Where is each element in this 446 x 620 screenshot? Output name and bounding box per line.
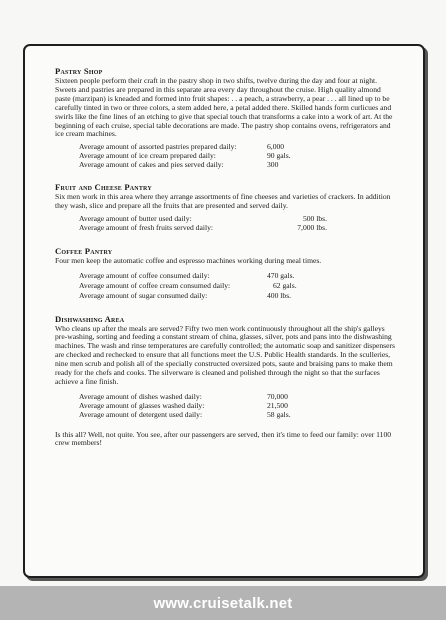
document-body xyxy=(55,66,395,448)
section-title: Dishwashing Area xyxy=(55,313,125,324)
watermark-footer-bar xyxy=(0,586,446,620)
stat-value: 6,000 xyxy=(267,142,285,152)
stat-label: Average amount of cakes and pies served daily: xyxy=(79,160,224,170)
coffee-section xyxy=(55,246,395,302)
closing-paragraph: Is this all? Well, not quite. You see, after our passengers are served, then it's time to feed our family: over 1100 crew members! xyxy=(55,429,392,448)
stat-label: Average amount of sugar consumed daily: xyxy=(79,290,208,300)
website-watermark: www.cruisetalk.net xyxy=(153,594,293,612)
stat-row xyxy=(79,224,395,233)
stat-value: 21,500 xyxy=(267,400,288,410)
stat-row xyxy=(79,292,395,302)
stat-label: Average amount of assorted pastries prepared daily: xyxy=(79,142,237,152)
stat-label: Average amount of ice cream prepared daily: xyxy=(79,151,216,161)
section-paragraph: Who cleans up after the meals are served? Fifty two men work continuously throughout all the ship's galleys pre-washing, sorting and feeding a constant stream of china, glasses, silver, pots and pans into the dishwashing machines. The wash and rinse temperatures are carefully controlled; the automatic soap and sanitizer dispensers are checked and rechecked to ensure that all functions meet the U.S. Public Health standards. In the sculleries, nine men scrub and polish all of the specially constructed oversized pots, saute and braising pans to make them ready for the chefs and cooks. The silverware is cleaned and polished through the night so that the surfaces achieve a fine finish. xyxy=(55,323,395,386)
stat-row xyxy=(79,411,395,420)
section-paragraph: Sixteen people perform their craft in the pastry shop in two shifts, twelve during the day and four at night. Sweets and pastries are prepared in this separate area every day throughout the cruise. High quality almond paste (marzipan) is kneaded and formed into fruit shapes: . . a peach, a strawberry, a pear . . . all lined up to be carefully tinted in two or three colors, a stem added here, a petal added there. Skilled hands form curlicues and swirls like the fine lines of an etching to give that special touch that transforms a cake into a work of art. At the beginning of each cruise, special table decorations are made. The pastry shop contains ovens, refrigerators and ice cream machines. xyxy=(55,76,393,139)
stats-list xyxy=(79,215,395,233)
stats-list xyxy=(79,393,395,420)
stat-label: Average amount of dishes washed daily: xyxy=(79,391,202,401)
section-title: Coffee Pantry xyxy=(55,245,113,256)
stat-row xyxy=(79,161,395,170)
stat-value: 62 gals. xyxy=(273,280,297,290)
stat-label: Average amount of coffee cream consumed daily: xyxy=(79,280,231,290)
stat-value: 470 gals. xyxy=(267,270,295,280)
stat-label: Average amount of coffee consumed daily: xyxy=(79,270,210,280)
pastry-section xyxy=(55,66,395,170)
section-paragraph: Six men work in this area where they arrange assortments of fine cheeses and varieties of crackers. In addition they wash, slice and prepare all the fruits that are presented and served daily. xyxy=(55,192,391,210)
stat-label: Average amount of butter used daily: xyxy=(79,213,192,223)
stat-label: Average amount of fresh fruits served daily: xyxy=(79,222,213,232)
stat-value: 90 gals. xyxy=(267,151,291,161)
stat-value: 300 xyxy=(267,160,279,170)
stats-list xyxy=(79,143,395,170)
section-paragraph: Four men keep the automatic coffee and espresso machines working during meal times. xyxy=(55,255,322,265)
stat-value: 70,000 xyxy=(267,391,288,401)
section-title: Pastry Shop xyxy=(55,66,103,76)
stat-value: 7,000 lbs. xyxy=(297,222,327,232)
stat-value: 58 gals. xyxy=(267,409,291,419)
dishwashing-section xyxy=(55,314,395,420)
stat-value: 500 lbs. xyxy=(302,213,327,223)
stat-label: Average amount of glasses washed daily: xyxy=(79,400,205,410)
stat-label: Average amount of detergent used daily: xyxy=(79,409,203,419)
stat-value: 400 lbs. xyxy=(267,290,292,300)
fruit-cheese-section xyxy=(55,182,395,233)
section-title: Fruit and Cheese Pantry xyxy=(55,182,152,193)
stats-list xyxy=(79,272,395,302)
